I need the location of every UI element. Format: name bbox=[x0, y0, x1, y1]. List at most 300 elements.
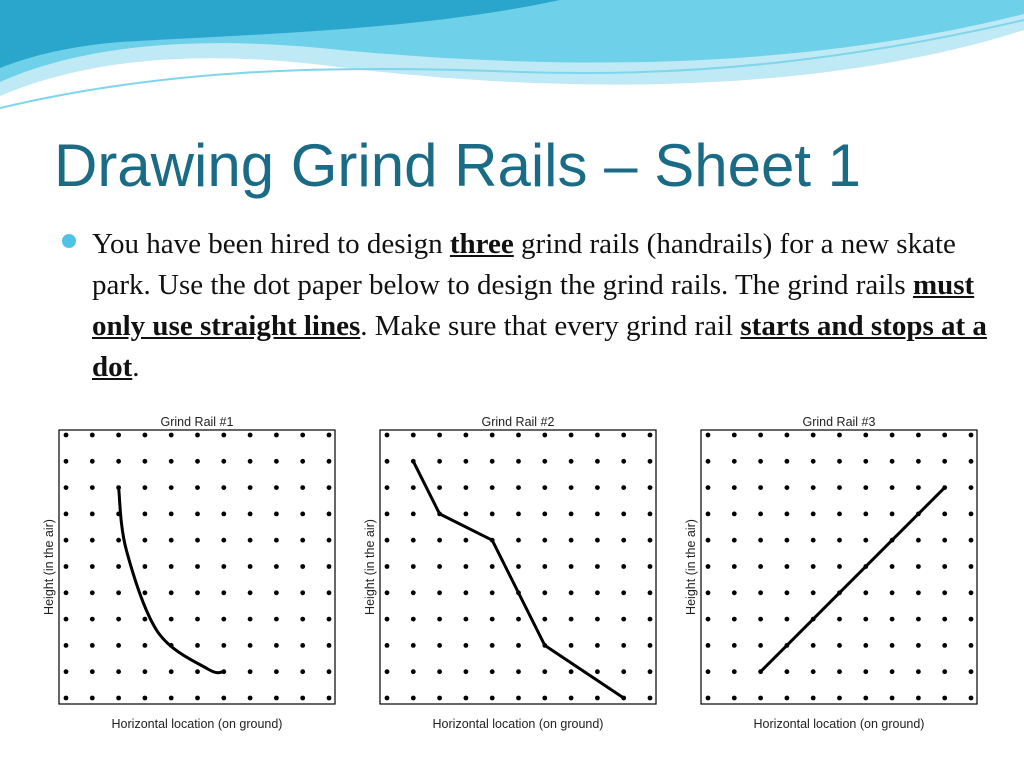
grid-dot bbox=[195, 696, 200, 701]
grid-dot bbox=[542, 669, 547, 674]
grid-dot bbox=[863, 512, 868, 517]
grid-dot bbox=[706, 696, 711, 701]
grid-dot bbox=[942, 459, 947, 464]
grid-dot bbox=[621, 564, 626, 569]
grid-dot bbox=[195, 459, 200, 464]
grid-dot bbox=[90, 590, 95, 595]
grid-dot bbox=[648, 617, 653, 622]
grid-dot bbox=[969, 643, 974, 648]
grid-dot bbox=[758, 512, 763, 517]
grid-dot bbox=[464, 564, 469, 569]
grid-dot bbox=[785, 564, 790, 569]
grid-dot bbox=[648, 485, 653, 490]
grid-dot bbox=[732, 643, 737, 648]
grid-dot bbox=[732, 669, 737, 674]
instructions-emphasis-starts-stops: starts and stops at a dot bbox=[92, 310, 987, 383]
grid-dot bbox=[464, 696, 469, 701]
grid-dot bbox=[837, 669, 842, 674]
grid-dot bbox=[890, 459, 895, 464]
grid-dot bbox=[437, 590, 442, 595]
grid-dot bbox=[916, 669, 921, 674]
grid-dot bbox=[90, 617, 95, 622]
grid-dot bbox=[837, 643, 842, 648]
grid-dot bbox=[411, 538, 416, 543]
grid-dot bbox=[274, 538, 279, 543]
grid-dot bbox=[327, 538, 332, 543]
grid-dot bbox=[411, 564, 416, 569]
grid-dot bbox=[863, 669, 868, 674]
grid-dot bbox=[569, 643, 574, 648]
grid-dot bbox=[195, 564, 200, 569]
grid-dot bbox=[811, 696, 816, 701]
grid-dot bbox=[248, 459, 253, 464]
y-axis-label: Height (in the air) bbox=[363, 519, 377, 615]
grid-dot bbox=[706, 485, 711, 490]
grid-dot bbox=[732, 433, 737, 438]
grid-dot bbox=[595, 564, 600, 569]
grid-dot bbox=[916, 617, 921, 622]
grid-dot bbox=[274, 433, 279, 438]
grid-dot bbox=[327, 485, 332, 490]
grid-dot bbox=[595, 538, 600, 543]
instructions-part-4: . bbox=[132, 351, 140, 383]
grid-dot bbox=[569, 538, 574, 543]
grid-dot bbox=[169, 696, 174, 701]
grid-dot bbox=[64, 433, 69, 438]
grid-dot bbox=[385, 485, 390, 490]
grid-dot bbox=[464, 617, 469, 622]
grid-dot bbox=[248, 433, 253, 438]
grid-dot bbox=[411, 669, 416, 674]
grid-dot bbox=[327, 512, 332, 517]
grid-dot bbox=[942, 643, 947, 648]
grid-dot bbox=[516, 538, 521, 543]
grid-dot bbox=[195, 538, 200, 543]
grid-dot bbox=[706, 643, 711, 648]
grid-dot bbox=[327, 433, 332, 438]
grid-dot bbox=[385, 590, 390, 595]
grid-dot bbox=[569, 590, 574, 595]
grid-dot bbox=[811, 643, 816, 648]
grid-dot bbox=[195, 617, 200, 622]
grid-dot bbox=[116, 433, 121, 438]
grind-rail-chart-2-svg bbox=[359, 408, 679, 738]
grid-dot bbox=[221, 564, 226, 569]
dot-grid bbox=[385, 433, 653, 701]
grid-dot bbox=[785, 590, 790, 595]
grid-dot bbox=[890, 564, 895, 569]
grid-dot bbox=[516, 485, 521, 490]
grid-dot bbox=[542, 485, 547, 490]
grid-dot bbox=[969, 669, 974, 674]
grid-dot bbox=[732, 512, 737, 517]
grid-dot bbox=[890, 696, 895, 701]
grid-dot bbox=[221, 617, 226, 622]
grid-dot bbox=[785, 459, 790, 464]
grid-dot bbox=[621, 512, 626, 517]
grid-dot bbox=[90, 459, 95, 464]
grid-dot bbox=[169, 512, 174, 517]
grid-dot bbox=[248, 538, 253, 543]
grid-dot bbox=[274, 590, 279, 595]
grid-dot bbox=[863, 643, 868, 648]
grid-dot bbox=[811, 485, 816, 490]
grid-dot bbox=[195, 512, 200, 517]
grid-dot bbox=[116, 590, 121, 595]
grid-dot bbox=[732, 485, 737, 490]
grid-dot bbox=[143, 538, 148, 543]
grid-dot bbox=[648, 538, 653, 543]
grid-dot bbox=[785, 696, 790, 701]
grid-dot bbox=[516, 669, 521, 674]
grid-dot bbox=[648, 512, 653, 517]
grid-dot bbox=[732, 617, 737, 622]
grid-dot bbox=[464, 433, 469, 438]
x-axis-label: Horizontal location (on ground) bbox=[111, 717, 283, 731]
grid-dot bbox=[969, 590, 974, 595]
grid-dot bbox=[785, 485, 790, 490]
grid-dot bbox=[595, 617, 600, 622]
grid-dot bbox=[732, 696, 737, 701]
grid-dot bbox=[464, 643, 469, 648]
grid-dot bbox=[942, 590, 947, 595]
grid-dot bbox=[569, 617, 574, 622]
grid-dot bbox=[758, 590, 763, 595]
grid-dot bbox=[300, 512, 305, 517]
grid-dot bbox=[90, 643, 95, 648]
grid-dot bbox=[706, 564, 711, 569]
grid-dot bbox=[916, 564, 921, 569]
grid-dot bbox=[385, 512, 390, 517]
slide-title: Drawing Grind Rails – Sheet 1 bbox=[54, 132, 862, 199]
grid-dot bbox=[385, 696, 390, 701]
grid-dot bbox=[942, 564, 947, 569]
grid-dot bbox=[300, 459, 305, 464]
grid-dot bbox=[595, 669, 600, 674]
grid-dot bbox=[569, 564, 574, 569]
grid-dot bbox=[143, 564, 148, 569]
grid-dot bbox=[90, 669, 95, 674]
grid-dot bbox=[916, 433, 921, 438]
grid-dot bbox=[490, 643, 495, 648]
grid-dot bbox=[490, 512, 495, 517]
grid-dot bbox=[437, 669, 442, 674]
grid-dot bbox=[274, 696, 279, 701]
grid-dot bbox=[490, 459, 495, 464]
instructions-emphasis-straight-lines: must only use straight lines bbox=[92, 269, 975, 342]
grid-dot bbox=[327, 617, 332, 622]
grid-dot bbox=[648, 696, 653, 701]
grid-dot bbox=[490, 485, 495, 490]
bullet-dot bbox=[62, 234, 76, 248]
grid-dot bbox=[195, 643, 200, 648]
grid-dot bbox=[221, 590, 226, 595]
grid-dot bbox=[169, 538, 174, 543]
grid-dot bbox=[916, 485, 921, 490]
grid-dot bbox=[542, 512, 547, 517]
grid-dot bbox=[248, 485, 253, 490]
grid-dot bbox=[300, 538, 305, 543]
grid-dot bbox=[327, 669, 332, 674]
grid-dot bbox=[785, 538, 790, 543]
grid-dot bbox=[732, 590, 737, 595]
grid-dot bbox=[863, 590, 868, 595]
grid-dot bbox=[916, 643, 921, 648]
grid-dot bbox=[221, 433, 226, 438]
grid-dot bbox=[595, 433, 600, 438]
grid-dot bbox=[785, 617, 790, 622]
grid-dot bbox=[863, 485, 868, 490]
grid-dot bbox=[385, 433, 390, 438]
grid-dot bbox=[248, 590, 253, 595]
grid-dot bbox=[64, 512, 69, 517]
grid-dot bbox=[143, 590, 148, 595]
grid-dot bbox=[837, 485, 842, 490]
grid-dot bbox=[706, 590, 711, 595]
grid-dot bbox=[942, 696, 947, 701]
x-axis-label: Horizontal location (on ground) bbox=[753, 717, 925, 731]
grid-dot bbox=[437, 696, 442, 701]
grid-dot bbox=[64, 538, 69, 543]
grid-dot bbox=[248, 512, 253, 517]
grid-dot bbox=[621, 459, 626, 464]
grid-dot bbox=[758, 459, 763, 464]
grid-dot bbox=[274, 485, 279, 490]
grid-dot bbox=[648, 433, 653, 438]
grind-rail-line bbox=[413, 461, 623, 698]
grid-dot bbox=[863, 696, 868, 701]
grid-dot bbox=[595, 643, 600, 648]
grid-dot bbox=[648, 643, 653, 648]
grid-dot bbox=[569, 696, 574, 701]
grid-dot bbox=[274, 643, 279, 648]
grid-dot bbox=[116, 696, 121, 701]
grid-dot bbox=[90, 538, 95, 543]
grid-dot bbox=[916, 590, 921, 595]
grid-dot bbox=[811, 538, 816, 543]
grid-dot bbox=[437, 564, 442, 569]
grid-dot bbox=[64, 617, 69, 622]
grid-dot bbox=[916, 459, 921, 464]
grid-dot bbox=[385, 643, 390, 648]
grid-dot bbox=[221, 459, 226, 464]
grid-dot bbox=[143, 696, 148, 701]
grid-dot bbox=[811, 433, 816, 438]
instructions-emphasis-three: three bbox=[449, 228, 514, 260]
grid-dot bbox=[248, 669, 253, 674]
grid-dot bbox=[385, 669, 390, 674]
grid-dot bbox=[490, 696, 495, 701]
grid-dot bbox=[169, 590, 174, 595]
grid-dot bbox=[490, 433, 495, 438]
grid-dot bbox=[516, 433, 521, 438]
grid-dot bbox=[542, 696, 547, 701]
grid-dot bbox=[595, 485, 600, 490]
grid-dot bbox=[64, 643, 69, 648]
grid-dot bbox=[116, 617, 121, 622]
chart-title: Grind Rail #3 bbox=[802, 415, 876, 429]
grid-dot bbox=[890, 617, 895, 622]
grid-dot bbox=[706, 512, 711, 517]
grid-dot bbox=[385, 564, 390, 569]
grid-dot bbox=[437, 643, 442, 648]
grid-dot bbox=[437, 485, 442, 490]
grid-dot bbox=[90, 512, 95, 517]
grid-dot bbox=[300, 617, 305, 622]
grid-dot bbox=[621, 617, 626, 622]
grid-dot bbox=[143, 433, 148, 438]
grid-dot bbox=[811, 459, 816, 464]
grid-dot bbox=[542, 617, 547, 622]
grid-dot bbox=[64, 590, 69, 595]
grid-dot bbox=[890, 433, 895, 438]
header-wave-decoration bbox=[0, 0, 1024, 120]
grid-dot bbox=[516, 643, 521, 648]
grid-dot bbox=[969, 538, 974, 543]
instructions-part-1: You have been hired to design bbox=[92, 228, 450, 260]
grid-dot bbox=[516, 459, 521, 464]
grid-dot bbox=[411, 433, 416, 438]
grid-dot bbox=[195, 590, 200, 595]
grid-dot bbox=[837, 512, 842, 517]
grid-dot bbox=[837, 564, 842, 569]
grid-dot bbox=[116, 564, 121, 569]
grid-dot bbox=[169, 669, 174, 674]
grid-dot bbox=[64, 564, 69, 569]
grid-dot bbox=[221, 512, 226, 517]
grid-dot bbox=[863, 538, 868, 543]
grid-dot bbox=[116, 669, 121, 674]
grid-dot bbox=[758, 696, 763, 701]
grid-dot bbox=[300, 564, 305, 569]
grid-dot bbox=[143, 459, 148, 464]
grid-dot bbox=[64, 696, 69, 701]
grid-dot bbox=[837, 696, 842, 701]
grid-dot bbox=[758, 538, 763, 543]
grid-dot bbox=[195, 669, 200, 674]
grid-dot bbox=[248, 696, 253, 701]
grid-dot bbox=[221, 643, 226, 648]
grid-dot bbox=[464, 512, 469, 517]
grid-dot bbox=[385, 538, 390, 543]
grid-dot bbox=[64, 459, 69, 464]
grid-dot bbox=[811, 590, 816, 595]
grid-dot bbox=[916, 696, 921, 701]
grid-dot bbox=[300, 433, 305, 438]
grid-dot bbox=[169, 617, 174, 622]
grid-dot bbox=[837, 459, 842, 464]
grid-dot bbox=[621, 643, 626, 648]
grid-dot bbox=[837, 617, 842, 622]
grid-dot bbox=[969, 696, 974, 701]
grid-dot bbox=[569, 433, 574, 438]
grid-dot bbox=[758, 617, 763, 622]
grid-dot bbox=[648, 564, 653, 569]
grid-dot bbox=[732, 564, 737, 569]
grid-dot bbox=[785, 433, 790, 438]
grid-dot bbox=[621, 669, 626, 674]
grid-dot bbox=[542, 433, 547, 438]
grid-dot bbox=[595, 696, 600, 701]
grid-dot bbox=[811, 564, 816, 569]
grid-dot bbox=[969, 564, 974, 569]
grid-dot bbox=[64, 669, 69, 674]
grid-dot bbox=[516, 564, 521, 569]
grid-dot bbox=[569, 512, 574, 517]
grid-dot bbox=[143, 669, 148, 674]
grid-dot bbox=[221, 485, 226, 490]
grid-dot bbox=[490, 590, 495, 595]
grid-dot bbox=[300, 643, 305, 648]
grid-dot bbox=[621, 538, 626, 543]
grid-dot bbox=[385, 617, 390, 622]
grid-dot bbox=[942, 669, 947, 674]
grid-dot bbox=[706, 433, 711, 438]
grind-rail-chart-2 bbox=[359, 408, 679, 738]
grid-dot bbox=[300, 485, 305, 490]
grid-dot bbox=[464, 590, 469, 595]
grind-rail-chart-3-svg bbox=[680, 408, 1000, 738]
grid-dot bbox=[621, 433, 626, 438]
grid-dot bbox=[758, 433, 763, 438]
grid-dot bbox=[143, 617, 148, 622]
grid-dot bbox=[942, 617, 947, 622]
grid-dot bbox=[969, 617, 974, 622]
grid-dot bbox=[437, 459, 442, 464]
grid-dot bbox=[890, 643, 895, 648]
grid-dot bbox=[516, 617, 521, 622]
grid-dot bbox=[837, 538, 842, 543]
grid-dot bbox=[464, 459, 469, 464]
grid-dot bbox=[890, 669, 895, 674]
grid-dot bbox=[490, 617, 495, 622]
grid-dot bbox=[248, 643, 253, 648]
grid-dot bbox=[758, 643, 763, 648]
grid-dot bbox=[890, 485, 895, 490]
grid-dot bbox=[595, 512, 600, 517]
grid-dot bbox=[464, 669, 469, 674]
grid-dot bbox=[621, 590, 626, 595]
grid-dot bbox=[274, 617, 279, 622]
grid-dot bbox=[785, 512, 790, 517]
grid-dot bbox=[811, 669, 816, 674]
grid-dot bbox=[595, 459, 600, 464]
grid-dot bbox=[411, 512, 416, 517]
grid-dot bbox=[327, 696, 332, 701]
dot-grid bbox=[64, 433, 332, 701]
grid-dot bbox=[811, 512, 816, 517]
grid-dot bbox=[64, 485, 69, 490]
grid-dot bbox=[116, 538, 121, 543]
grid-dot bbox=[169, 433, 174, 438]
grid-dot bbox=[942, 512, 947, 517]
grid-dot bbox=[863, 433, 868, 438]
grid-dot bbox=[890, 512, 895, 517]
grid-dot bbox=[327, 643, 332, 648]
grid-dot bbox=[411, 590, 416, 595]
grid-dot bbox=[464, 538, 469, 543]
grid-dot bbox=[942, 538, 947, 543]
grid-dot bbox=[969, 485, 974, 490]
grid-dot bbox=[569, 485, 574, 490]
grid-dot bbox=[758, 485, 763, 490]
grid-dot bbox=[648, 669, 653, 674]
grid-dot bbox=[942, 433, 947, 438]
grid-dot bbox=[732, 538, 737, 543]
grid-dot bbox=[785, 669, 790, 674]
grid-dot bbox=[542, 590, 547, 595]
grid-dot bbox=[595, 590, 600, 595]
